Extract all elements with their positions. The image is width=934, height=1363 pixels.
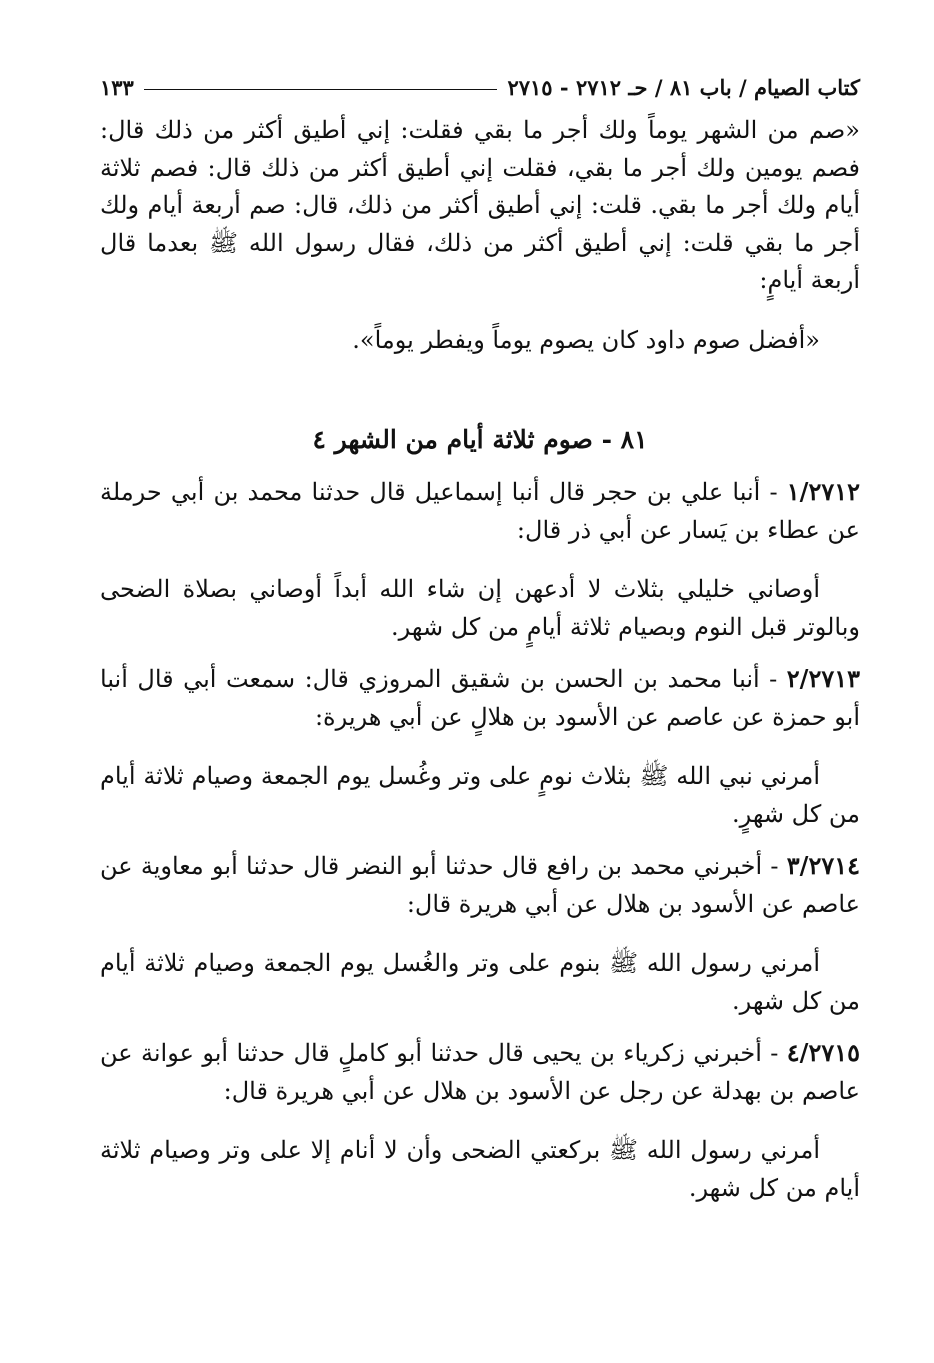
book-page (100, 60, 860, 1350)
hadith-isnad (100, 660, 860, 736)
hadith-text: أمرني رسول الله ﷺ بنوم على وتر والغُسل يوم الجمعة وصيام ثلاثة أيام من كل شهر. (100, 949, 860, 1015)
hadith-number: ٤/٢٧١٥ (786, 1038, 860, 1067)
running-head (100, 60, 860, 100)
hadith-isnad-text: - أنبا علي بن حجر قال أنبا إسماعيل قال حدثنا محمد بن أبي حرملة عن عطاء بن يَسار عن أبي ذر قال: (100, 478, 860, 544)
hadith-number: ١/٢٧١٢ (786, 477, 860, 506)
hadith-text: أوصاني خليلي بثلاث لا أدعهن إن شاء الله أبداً أوصاني بصلاة الضحى وبالوتر قبل النوم وبصيام ثلاثة أيامٍ من كل شهر. (100, 575, 860, 641)
header-rule (144, 89, 498, 90)
hadith-isnad-text: - أخبرني محمد بن رافع قال حدثنا أبو النضر قال حدثنا أبو معاوية عن عاصم عن الأسود بن هلال عن أبي هريرة قال: (100, 852, 860, 918)
hadith-number: ٣/٢٧١٤ (786, 851, 860, 880)
hadith-isnad-text: - أنبا محمد بن الحسن بن شقيق المروزي قال: سمعت أبي قال أنبا أبو حمزة عن عاصم عن الأسود بن هلالٍ عن أبي هريرة: (100, 665, 860, 731)
continuation-paragraph: «صم من الشهر يوماً ولك أجر ما بقي فقلت: إني أطيق أكثر من ذلك قال: فصم يومين ولك أجر ما بقي، فقلت إني أطيق أكثر من ذلك قال: فصم ثلاثة أيام ولك أجر ما بقي. قلت: إني أطيق أكثر من ذلك، قال: صم أربعة أيام ولك أجر ما بقي قلت: إني أطيق أكثر من ذلك، فقال رسول الله ﷺ بعدما قال أربعة أيامٍ: (100, 116, 860, 294)
hadith-number: ٢/٢٧١٣ (786, 664, 860, 693)
hadith-text: أمرني رسول الله ﷺ بركعتي الضحى وأن لا أنام إلا على وتر وصيام ثلاثة أيام من كل شهر. (100, 1136, 860, 1202)
running-head-title: كتاب الصيام / باب ٨١ / حـ ٢٧١٢ - ٢٧١٥ (507, 75, 860, 100)
section-title: ٨١ - صوم ثلاثة أيام من الشهر ٤ (312, 425, 648, 454)
hadith-isnad (100, 847, 860, 923)
continuation-quote: «أفضل صوم داود كان يصوم يوماً ويفطر يوماً». (352, 325, 820, 354)
hadith-isnad (100, 473, 860, 549)
hadith-isnad (100, 1034, 860, 1110)
page-number: ١٣٣ (100, 75, 134, 100)
hadith-isnad-text: - أخبرني زكرياء بن يحيى قال حدثنا أبو كاملٍ قال حدثنا أبو عوانة عن عاصم بن بهدلة عن رجل عن الأسود بن هلال عن أبي هريرة قال: (100, 1039, 860, 1105)
hadith-text: أمرني نبي الله ﷺ بثلاث نومٍ على وتر وغُسل يوم الجمعة وصيام ثلاثة أيام من كل شهرٍ. (100, 762, 860, 828)
